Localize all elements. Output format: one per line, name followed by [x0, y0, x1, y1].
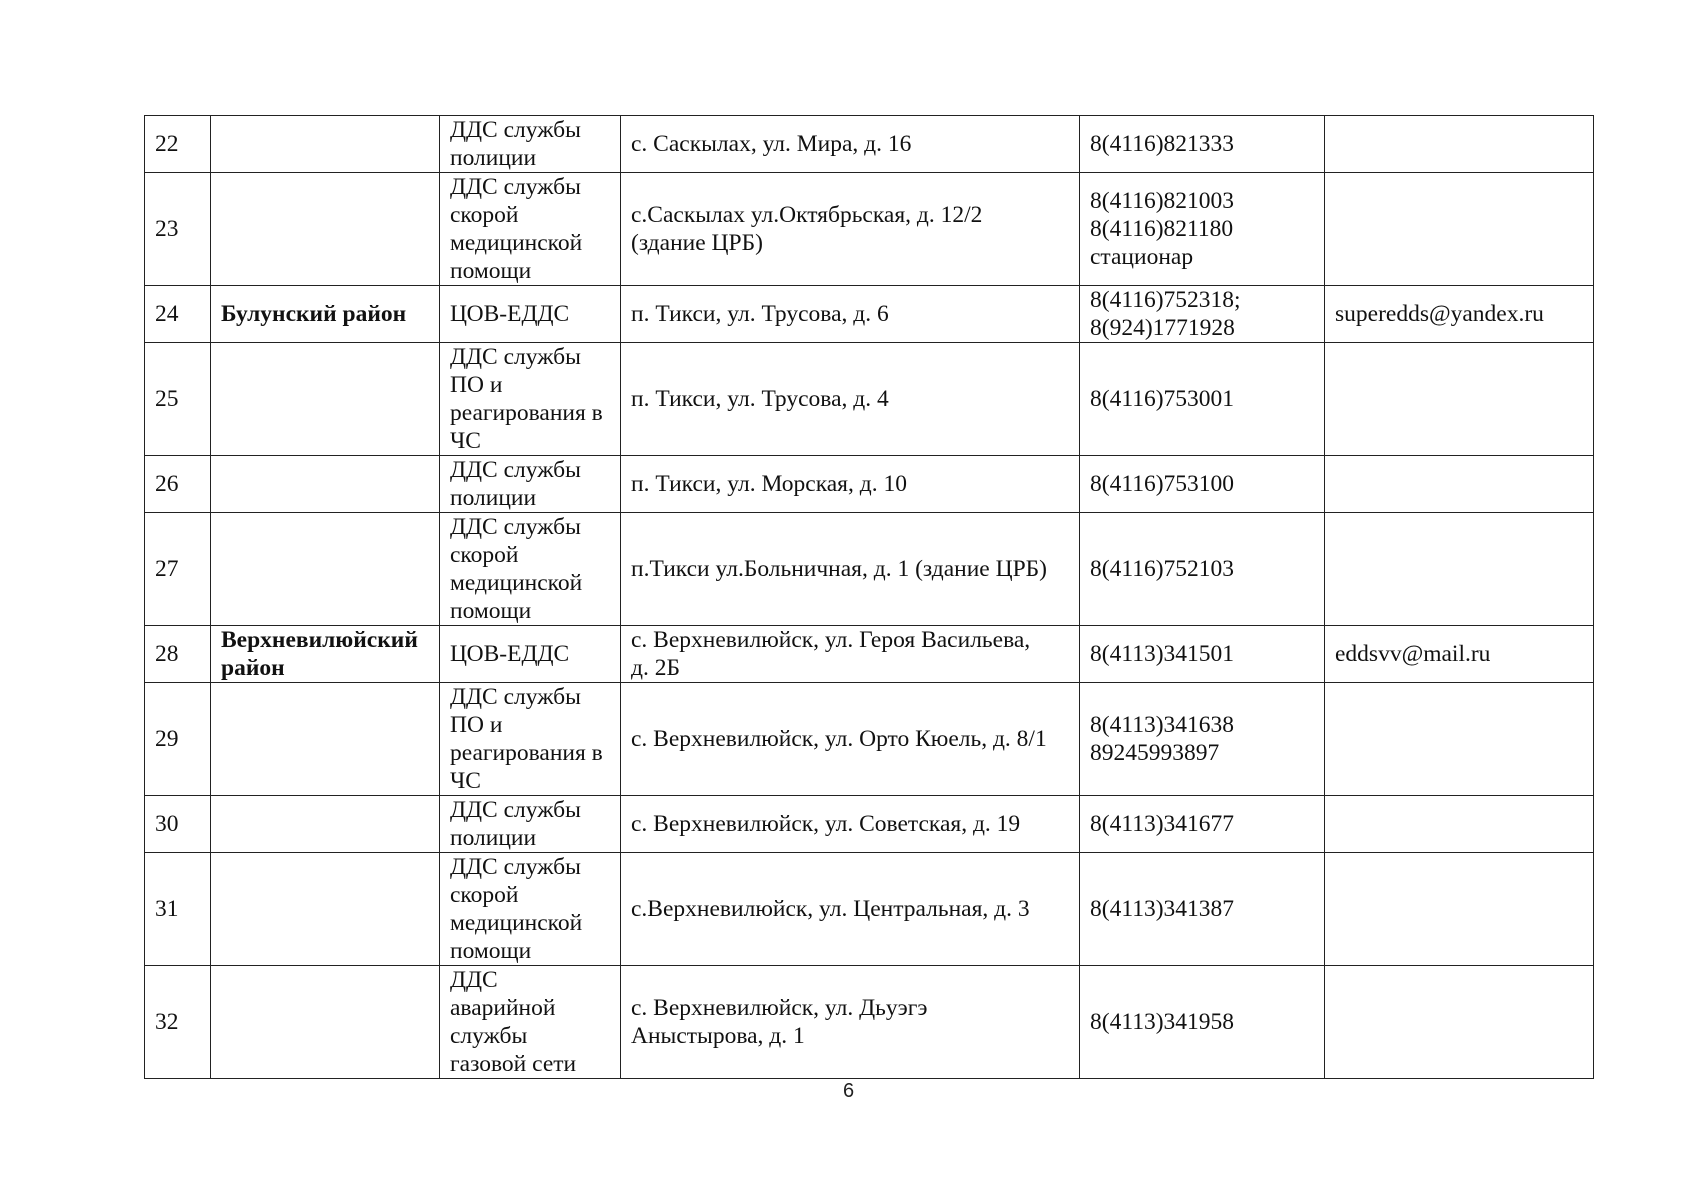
- address-cell: с. Верхневилюйск, ул. Дьуэгэ Аныстырова, д. 1: [621, 966, 1080, 1079]
- table-row: [145, 626, 1594, 683]
- service-cell: ДДС службы полиции: [440, 796, 621, 853]
- service-cell: ДДС службы ПО и реагирования в ЧС: [440, 343, 621, 456]
- phone-cell: 8(4113)341677: [1080, 796, 1325, 853]
- email-cell: [1325, 966, 1594, 1079]
- phone-cell: 8(4116)821333: [1080, 116, 1325, 173]
- service-cell: ДДС службы полиции: [440, 116, 621, 173]
- district-cell: Булунский район: [211, 286, 440, 343]
- email-cell: [1325, 683, 1594, 796]
- row-number: 24: [145, 286, 211, 343]
- service-cell: ДДС службы ПО и реагирования в ЧС: [440, 683, 621, 796]
- service-cell: ДДС аварийной службы газовой сети: [440, 966, 621, 1079]
- address-cell: с. Верхневилюйск, ул. Советская, д. 19: [621, 796, 1080, 853]
- district-cell: [211, 456, 440, 513]
- phone-cell: 8(4116)752103: [1080, 513, 1325, 626]
- address-cell: п. Тикси, ул. Морская, д. 10: [621, 456, 1080, 513]
- district-cell: Верхневилюйский район: [211, 626, 440, 683]
- table-row: [145, 966, 1594, 1079]
- address-cell: с. Верхневилюйск, ул. Орто Кюель, д. 8/1: [621, 683, 1080, 796]
- table-row: [145, 853, 1594, 966]
- row-number: 23: [145, 173, 211, 286]
- table-row: [145, 683, 1594, 796]
- email-cell: superedds@yandex.ru: [1325, 286, 1594, 343]
- service-cell: ЦОВ-ЕДДС: [440, 626, 621, 683]
- table-row: [145, 173, 1594, 286]
- phone-cell: 8(4113)341501: [1080, 626, 1325, 683]
- page-number: 6: [842, 1080, 855, 1102]
- service-cell: ДДС службы скорой медицинской помощи: [440, 513, 621, 626]
- service-cell: ЦОВ-ЕДДС: [440, 286, 621, 343]
- service-cell: ДДС службы полиции: [440, 456, 621, 513]
- email-cell: [1325, 513, 1594, 626]
- address-cell: с.Верхневилюйск, ул. Центральная, д. 3: [621, 853, 1080, 966]
- service-cell: ДДС службы скорой медицинской помощи: [440, 853, 621, 966]
- phone-cell: 8(4116)753001: [1080, 343, 1325, 456]
- email-cell: eddsvv@mail.ru: [1325, 626, 1594, 683]
- district-cell: [211, 966, 440, 1079]
- phone-cell: 8(4113)341958: [1080, 966, 1325, 1079]
- row-number: 22: [145, 116, 211, 173]
- address-cell: с.Саскылах ул.Октябрьская, д. 12/2 (здание ЦРБ): [621, 173, 1080, 286]
- dispatch-services-table: [144, 115, 1594, 1079]
- district-cell: [211, 513, 440, 626]
- row-number: 28: [145, 626, 211, 683]
- address-cell: с. Верхневилюйск, ул. Героя Васильева, д. 2Б: [621, 626, 1080, 683]
- table-row: [145, 513, 1594, 626]
- row-number: 32: [145, 966, 211, 1079]
- email-cell: [1325, 853, 1594, 966]
- district-cell: [211, 853, 440, 966]
- district-cell: [211, 116, 440, 173]
- table-row: [145, 456, 1594, 513]
- address-cell: п. Тикси, ул. Трусова, д. 4: [621, 343, 1080, 456]
- row-number: 29: [145, 683, 211, 796]
- email-cell: [1325, 796, 1594, 853]
- phone-cell: 8(4116)752318; 8(924)1771928: [1080, 286, 1325, 343]
- row-number: 31: [145, 853, 211, 966]
- service-cell: ДДС службы скорой медицинской помощи: [440, 173, 621, 286]
- table-row: [145, 286, 1594, 343]
- table-row: [145, 116, 1594, 173]
- phone-cell: 8(4116)821003 8(4116)821180 стационар: [1080, 173, 1325, 286]
- row-number: 26: [145, 456, 211, 513]
- row-number: 30: [145, 796, 211, 853]
- table-body: [145, 116, 1594, 1079]
- row-number: 25: [145, 343, 211, 456]
- district-cell: [211, 683, 440, 796]
- phone-cell: 8(4113)341638 89245993897: [1080, 683, 1325, 796]
- email-cell: [1325, 173, 1594, 286]
- address-cell: п.Тикси ул.Больничная, д. 1 (здание ЦРБ): [621, 513, 1080, 626]
- table-row: [145, 343, 1594, 456]
- email-cell: [1325, 116, 1594, 173]
- phone-cell: 8(4113)341387: [1080, 853, 1325, 966]
- email-cell: [1325, 456, 1594, 513]
- email-cell: [1325, 343, 1594, 456]
- table-row: [145, 796, 1594, 853]
- address-cell: п. Тикси, ул. Трусова, д. 6: [621, 286, 1080, 343]
- district-cell: [211, 796, 440, 853]
- phone-cell: 8(4116)753100: [1080, 456, 1325, 513]
- row-number: 27: [145, 513, 211, 626]
- district-cell: [211, 343, 440, 456]
- address-cell: с. Саскылах, ул. Мира, д. 16: [621, 116, 1080, 173]
- district-cell: [211, 173, 440, 286]
